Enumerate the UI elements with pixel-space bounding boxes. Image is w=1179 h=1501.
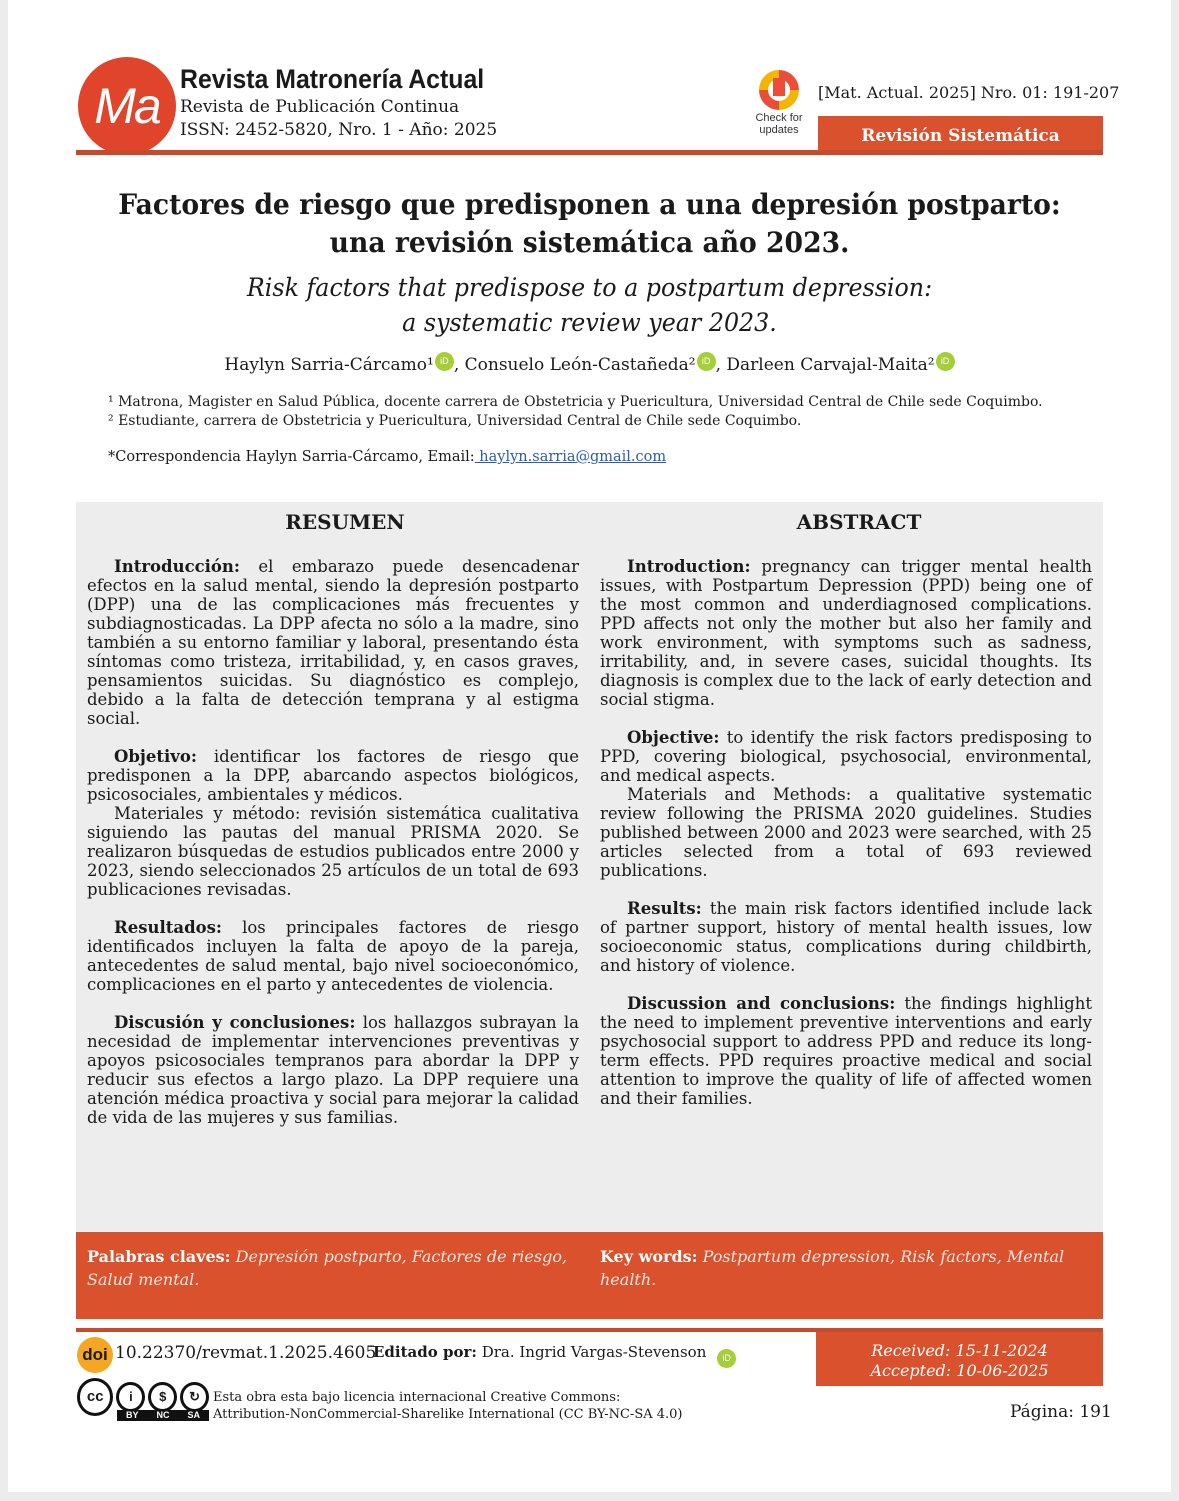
- article-type-banner: Revisión Sistemática: [818, 116, 1103, 152]
- header-divider: [76, 150, 1103, 155]
- editor-name: Dra. Ingrid Vargas-Stevenson: [476, 1343, 707, 1361]
- doi-icon: doi: [77, 1337, 113, 1373]
- abstract-results: Results: the main risk factors identified include lack of partner support, history of mental health issues, low socioeconomic status, complications during childbirth, and history of violence.: [600, 899, 1092, 975]
- cc-label-bar: [117, 1410, 209, 1421]
- resumen-results: Resultados: los principales factores de riesgo identificados incluyen la falta de apoyo de la pareja, antecedentes de salud mental, bajo nivel socioeconómico, complicaciones en el parto y antecedentes de violencia.: [87, 918, 579, 994]
- author-2: , Consuelo León-Castañeda²: [453, 355, 696, 375]
- affiliation-2: ² Estudiante, carrera de Obstetricia y Puericultura, Universidad Central de Chile sede Coquimbo.: [108, 413, 802, 429]
- abstract-heading: ABSTRACT: [796, 510, 922, 534]
- abstract-discussion: Discussion and conclusions: the findings highlight the need to implement preventive interventions and early psychosocial support to address PPD and reduce its long-term effects. PPD requires proactive medical and social attention to improve the quality of life of affected women and their families.: [600, 994, 1092, 1108]
- resumen-methods: Materiales y método: revisión sistemática cualitativa siguiendo las pautas del manual PRISMA 2020. Se realizaron búsquedas de estudios publicados entre 2000 y 2023, siendo seleccionados 25 artículos de un total de 693 publicaciones revisadas.: [87, 804, 579, 899]
- journal-logo: Ma: [78, 57, 176, 155]
- license-line1: Esta obra esta bajo licencia internacional Creative Commons:: [213, 1390, 621, 1405]
- check-updates-label: Check for updates: [755, 112, 803, 136]
- author-list: [0, 352, 1179, 375]
- cc-nc-label: NC: [156, 1410, 170, 1420]
- resumen-heading: RESUMEN: [285, 510, 405, 534]
- resumen-intro: Introducción: el embarazo puede desencadenar efectos en la salud mental, siendo la depresión postparto (DPP) una de las complicaciones más frecuentes y subdiagnosticadas. La DPP afecta no sólo a la madre, sino también a su entorno familiar y laboral, presentando ésta síntomas como tristeza, irritabilidad, y, en casos graves, pensamientos suicidas. Su diagnóstico es complejo, debido a la falta de detección temprana y al estigma social.: [87, 557, 579, 728]
- title-english: [29, 270, 1149, 340]
- abstract-methods: Materials and Methods: a qualitative systematic review following the PRISMA 2020 guidelines. Studies published between 2000 and 2023 were searched, with 25 articles selected from a total of 693 reviewed publications.: [600, 785, 1092, 880]
- correspondence-prefix: *Correspondencia Haylyn Sarria-Cárcamo, Email:: [108, 449, 475, 465]
- journal-subtitle: Revista de Publicación Continua: [180, 97, 460, 117]
- dates-box: [816, 1332, 1103, 1386]
- abstract-objective: Objective: to identify the risk factors predisposing to PPD, covering biological, psychosocial, environmental, and medical aspects.: [600, 728, 1092, 785]
- orcid-icon[interactable]: iD: [936, 352, 955, 371]
- resumen-column: [87, 557, 579, 1146]
- check-updates-icon: [759, 70, 799, 110]
- cc-by-icon: i: [116, 1382, 145, 1412]
- license-line2: Attribution-NonCommercial-Sharelike International (CC BY-NC-SA 4.0): [213, 1407, 683, 1422]
- cc-sa-icon: ↻: [180, 1382, 209, 1412]
- keywords-spanish: Palabras claves: Depresión postparto, Factores de riesgo, Salud mental.: [87, 1247, 568, 1289]
- doi-link[interactable]: 10.22370/revmat.1.2025.4605: [115, 1343, 377, 1363]
- journal-issn: ISSN: 2452-5820, Nro. 1 - Año: 2025: [180, 120, 498, 140]
- title-es-line1: Factores de riesgo que predisponen a una depresión postparto:: [118, 188, 1061, 221]
- abstract-column: [600, 557, 1092, 1127]
- email-link[interactable]: haylyn.sarria@gmail.com: [474, 449, 667, 465]
- cc-nc-icon: $: [148, 1382, 177, 1412]
- cc-icon: cc: [77, 1378, 113, 1416]
- resumen-objective: Objetivo: identificar los factores de riesgo que predisponen a la DPP, abarcando aspectos biológicos, psicosociales, ambientales y médicos.: [87, 747, 579, 804]
- check-for-updates-badge[interactable]: [748, 70, 810, 136]
- abstract-intro: Introduction: pregnancy can trigger mental health issues, with Postpartum Depression (PPD) being one of the most common and underdiagnosed complications. PPD affects not only the mother but also her family and work environment, with symptoms such as sadness, irritability, and, in severe cases, suicidal thoughts. Its diagnosis is complex due to the lack of early detection and social stigma.: [600, 557, 1092, 709]
- resumen-discussion: Discusión y conclusiones: los hallazgos subrayan la necesidad de implementar intervenciones preventivas y apoyos psicosociales tempranos para abordar la DPP y reducir sus efectos a largo plazo. La DPP requiere una atención médica proactiva y social para mejorar la calidad de vida de las mujeres y sus familias.: [87, 1013, 580, 1127]
- orcid-icon[interactable]: iD: [435, 352, 454, 371]
- title-es-line2: una revisión sistemática año 2023.: [329, 226, 850, 259]
- title-en-line2: a systematic review year 2023.: [402, 308, 777, 337]
- edited-label: Editado por:: [373, 1343, 477, 1361]
- received-date: Received: 15-11-2024: [871, 1341, 1048, 1360]
- page-number: Página: 191: [1010, 1402, 1112, 1422]
- title-spanish: [29, 186, 1149, 262]
- correspondence: [108, 449, 666, 465]
- cc-sa-label: SA: [187, 1410, 200, 1420]
- journal-title: Revista Matronería Actual: [180, 64, 485, 94]
- citation: [Mat. Actual. 2025] Nro. 01: 191-207: [818, 83, 1120, 102]
- editor-line: [373, 1343, 736, 1368]
- orcid-icon[interactable]: iD: [697, 352, 716, 371]
- affiliation-1: ¹ Matrona, Magister en Salud Pública, docente carrera de Obstetricia y Puericultura, Universidad Central de Chile sede Coquimbo.: [108, 394, 1043, 410]
- license-text: [213, 1389, 683, 1423]
- accepted-date: Accepted: 10-06-2025: [870, 1361, 1049, 1380]
- orcid-icon[interactable]: iD: [717, 1349, 736, 1368]
- author-1: Haylyn Sarria-Cárcamo¹: [224, 355, 434, 375]
- author-3: , Darleen Carvajal-Maita²: [715, 355, 935, 375]
- title-en-line1: Risk factors that predispose to a postpartum depression:: [246, 273, 933, 302]
- cc-license-icon[interactable]: [77, 1378, 209, 1422]
- keywords-english: Key words: Postpartum depression, Risk factors, Mental health.: [600, 1247, 1065, 1289]
- cc-by-label: BY: [125, 1410, 139, 1420]
